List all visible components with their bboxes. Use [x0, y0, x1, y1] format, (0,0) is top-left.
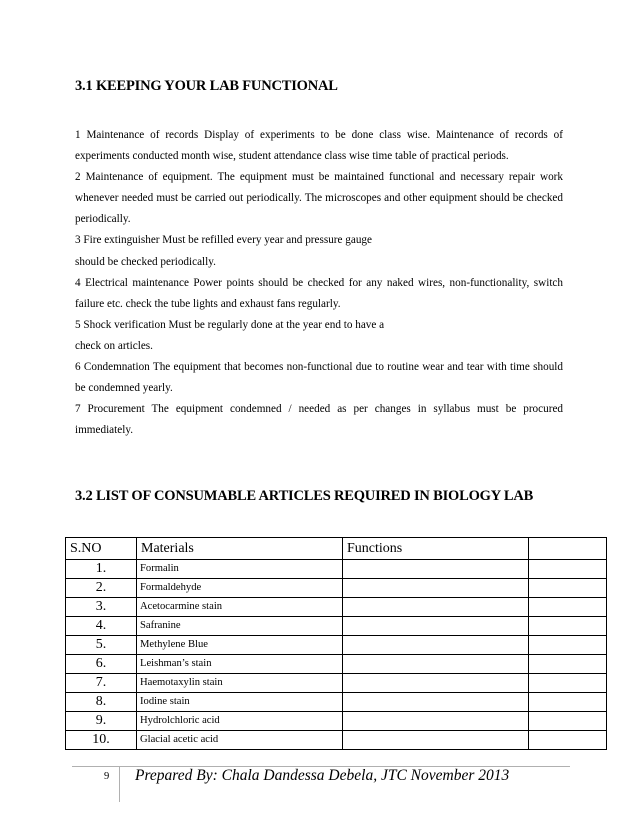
cell-material: Formaldehyde	[137, 579, 343, 598]
cell-material: Formalin	[137, 560, 343, 579]
cell-extra	[529, 598, 607, 617]
paragraph-maintenance-records: 1 Maintenance of records Display of experiments to be done class wise. Maintenance of records of experiments conducted month wise, student attendance class wise time table of practical periods.	[75, 129, 563, 163]
cell-extra	[529, 693, 607, 712]
cell-function	[343, 617, 529, 636]
cell-extra	[529, 655, 607, 674]
page-number: 9	[104, 771, 110, 782]
cell-material: Haemotaxylin stain	[137, 674, 343, 693]
cell-sno: 9.	[66, 712, 137, 731]
table-row	[66, 655, 607, 674]
cell-extra	[529, 617, 607, 636]
section-heading-lab-functional: 3.1 KEEPING YOUR LAB FUNCTIONAL	[75, 78, 338, 94]
cell-extra	[529, 731, 607, 750]
column-header-extra	[529, 538, 607, 560]
paragraph-electrical-maintenance: 4 Electrical maintenance Power points should be checked for any naked wires, non-functionality, switch failure etc. check the tube lights and exhaust fans regularly.	[75, 276, 563, 310]
cell-function	[343, 655, 529, 674]
table-row	[66, 617, 607, 636]
cell-function	[343, 712, 529, 731]
cell-sno: 2.	[66, 579, 137, 598]
cell-sno: 6.	[66, 655, 137, 674]
paragraph-condemnation: 6 Condemnation The equipment that becomes non-functional due to routine wear and tear with time should be condemned yearly.	[75, 361, 563, 395]
table-header-row	[66, 538, 607, 560]
table-row	[66, 693, 607, 712]
cell-sno: 4.	[66, 617, 137, 636]
column-header-sno: S.NO	[66, 538, 137, 560]
cell-material: Acetocarmine stain	[137, 598, 343, 617]
cell-function	[343, 731, 529, 750]
paragraph-shock-verification-cont: check on articles.	[75, 339, 153, 352]
section-heading-consumables: 3.2 LIST OF CONSUMABLE ARTICLES REQUIRED IN BIOLOGY LAB	[75, 488, 534, 504]
cell-function	[343, 560, 529, 579]
cell-extra	[529, 674, 607, 693]
consumables-table	[65, 537, 607, 750]
paragraph-fire-extinguisher-cont: should be checked periodically.	[75, 255, 216, 268]
cell-sno: 7.	[66, 674, 137, 693]
cell-material: Hydrolchloric acid	[137, 712, 343, 731]
footer-vertical-divider	[119, 766, 120, 802]
table-row	[66, 731, 607, 750]
cell-material: Leishman’s stain	[137, 655, 343, 674]
paragraph-procurement: 7 Procurement The equipment condemned / needed as per changes in syllabus must be procured immediately.	[75, 403, 563, 437]
cell-sno: 1.	[66, 560, 137, 579]
table-row	[66, 636, 607, 655]
paragraph-maintenance-equipment: 2 Maintenance of equipment. The equipment must be maintained functional and necessary repair work whenever needed must be carried out periodically. The microscopes and other equipment should be checked periodically.	[75, 171, 563, 226]
table-row	[66, 712, 607, 731]
section-body-lab-functional	[75, 125, 563, 441]
cell-sno: 10.	[66, 731, 137, 750]
cell-extra	[529, 560, 607, 579]
cell-sno: 3.	[66, 598, 137, 617]
cell-sno: 5.	[66, 636, 137, 655]
table-row	[66, 560, 607, 579]
cell-material: Glacial acetic acid	[137, 731, 343, 750]
column-header-functions: Functions	[343, 538, 529, 560]
cell-material: Safranine	[137, 617, 343, 636]
cell-function	[343, 693, 529, 712]
cell-extra	[529, 712, 607, 731]
cell-function	[343, 579, 529, 598]
cell-extra	[529, 636, 607, 655]
cell-function	[343, 674, 529, 693]
table-row	[66, 674, 607, 693]
footer-prepared-by: Prepared By: Chala Dandessa Debela, JTC November 2013	[135, 767, 510, 784]
cell-material: Iodine stain	[137, 693, 343, 712]
cell-material: Methylene Blue	[137, 636, 343, 655]
cell-function	[343, 636, 529, 655]
cell-extra	[529, 579, 607, 598]
table-row	[66, 598, 607, 617]
table-row	[66, 579, 607, 598]
cell-sno: 8.	[66, 693, 137, 712]
cell-function	[343, 598, 529, 617]
paragraph-fire-extinguisher: 3 Fire extinguisher Must be refilled every year and pressure gauge	[75, 234, 372, 247]
paragraph-shock-verification: 5 Shock verification Must be regularly done at the year end to have a	[75, 318, 385, 331]
column-header-materials: Materials	[137, 538, 343, 560]
